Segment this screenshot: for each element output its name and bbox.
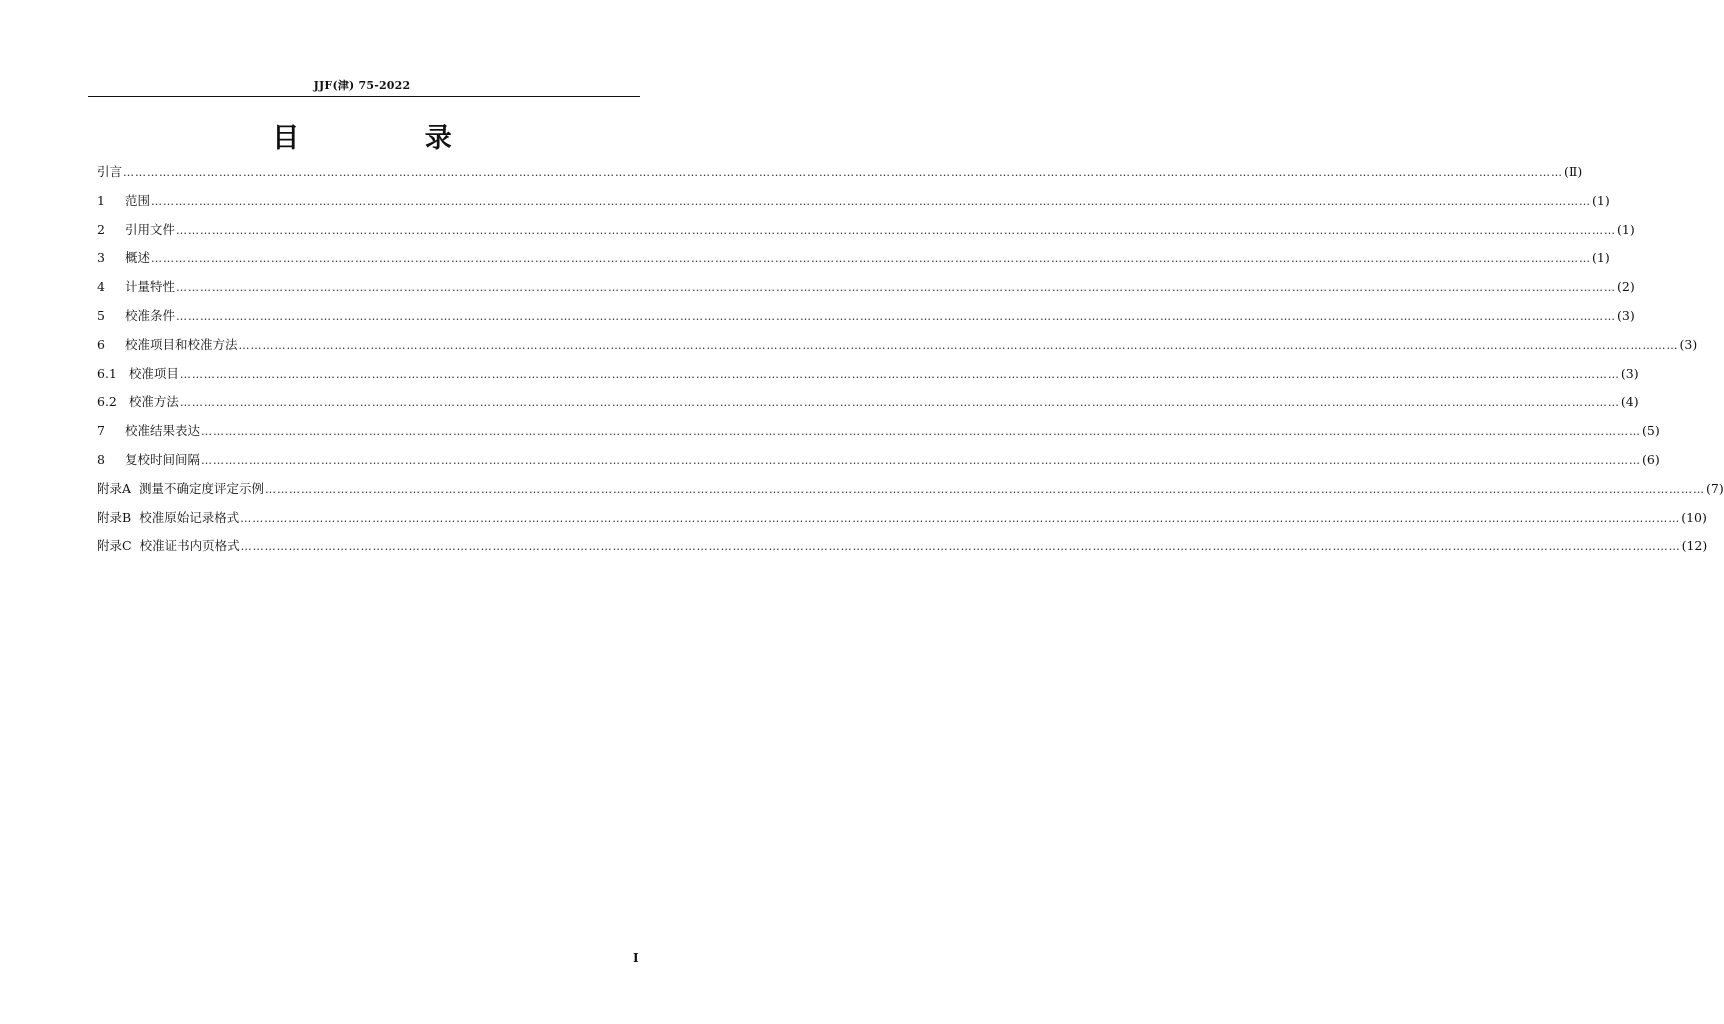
- toc-entry-title: 校准证书内页格式: [139, 538, 240, 554]
- toc-entry-page: (1): [1592, 250, 1610, 266]
- toc-leader-dots: ………………………………………………………………………………………………………………………………………………………………………………………………………………………………………………………………………………………………………………………………: [201, 453, 1642, 467]
- toc-leader-dots: ………………………………………………………………………………………………………………………………………………………………………………………………………………………………………………………………………………………………………………………………: [240, 511, 1681, 525]
- toc-entry[interactable]: [97, 220, 1635, 249]
- toc-entry-title: 引言: [97, 164, 123, 179]
- toc-entry-number: 4: [97, 279, 105, 295]
- toc-entry[interactable]: [97, 277, 1635, 306]
- toc-entry-number: 8: [97, 451, 105, 467]
- toc-entry-page: (2): [1617, 279, 1635, 295]
- toc-leader-dots: ………………………………………………………………………………………………………………………………………………………………………………………………………………………………………………………………………………………………………………………………: [123, 166, 1564, 179]
- toc-entry-title: 范围: [125, 192, 151, 208]
- toc-entry-page: (6): [1642, 451, 1660, 467]
- toc-entry-number: 附录A: [97, 480, 132, 496]
- toc-leader-dots: ………………………………………………………………………………………………………………………………………………………………………………………………………………………………………………………………………………………………………………………………: [265, 482, 1706, 496]
- toc-entry-number: 5: [97, 307, 105, 323]
- toc-entry[interactable]: [97, 421, 1660, 450]
- toc-entry-number: 附录B: [97, 509, 132, 525]
- toc-entry[interactable]: [97, 248, 1610, 277]
- toc-entry-number: 3: [97, 250, 105, 266]
- toc-entry-page: (1): [1592, 192, 1610, 208]
- toc-entry-page: (Ⅱ): [1564, 164, 1583, 179]
- toc-entry[interactable]: [97, 162, 1583, 191]
- toc-entry-page: (5): [1642, 423, 1660, 439]
- toc-entry-number: 附录C: [97, 538, 132, 554]
- toc-entry[interactable]: [97, 191, 1610, 220]
- document-header-code: JJF(津) 75-2022: [313, 79, 411, 92]
- toc-entry-page: (7): [1706, 480, 1724, 496]
- toc-entry-title: 校准原始记录格式: [139, 509, 240, 525]
- toc-entry-number: 6: [97, 336, 105, 352]
- toc-leader-dots: ………………………………………………………………………………………………………………………………………………………………………………………………………………………………………………………………………………………………………………………………: [179, 367, 1620, 381]
- toc-entry[interactable]: [97, 364, 1639, 393]
- toc-entry[interactable]: [97, 450, 1660, 479]
- table-of-contents: [97, 162, 1724, 565]
- toc-entry-title: 复校时间间隔: [125, 451, 201, 467]
- toc-leader-dots: ………………………………………………………………………………………………………………………………………………………………………………………………………………………………………………………………………………………………………………………………: [151, 194, 1592, 208]
- toc-leader-dots: ………………………………………………………………………………………………………………………………………………………………………………………………………………………………………………………………………………………………………………………………: [201, 425, 1642, 439]
- toc-leader-dots: ………………………………………………………………………………………………………………………………………………………………………………………………………………………………………………………………………………………………………………………………: [238, 338, 1679, 352]
- toc-entry[interactable]: [97, 479, 1724, 508]
- toc-leader-dots: ………………………………………………………………………………………………………………………………………………………………………………………………………………………………………………………………………………………………………………………………: [176, 223, 1617, 237]
- toc-entry[interactable]: [97, 536, 1708, 565]
- header-rule: [88, 96, 640, 97]
- toc-leader-dots: ………………………………………………………………………………………………………………………………………………………………………………………………………………………………………………………………………………………………………………………………: [176, 309, 1617, 323]
- toc-entry-page: (12): [1681, 538, 1708, 554]
- toc-title: 目 录: [272, 123, 510, 154]
- toc-entry-page: (10): [1681, 509, 1707, 525]
- toc-entry-number: 2: [97, 221, 105, 237]
- toc-leader-dots: ………………………………………………………………………………………………………………………………………………………………………………………………………………………………………………………………………………………………………………………………: [240, 540, 1681, 554]
- toc-entry-page: (3): [1620, 365, 1639, 381]
- toc-entry-title: 概述: [125, 250, 151, 266]
- toc-leader-dots: ………………………………………………………………………………………………………………………………………………………………………………………………………………………………………………………………………………………………………………………………: [179, 396, 1620, 410]
- toc-entry-number: 7: [97, 423, 105, 439]
- toc-entry-number: 6.2: [97, 394, 117, 410]
- toc-entry-title: 引用文件: [125, 221, 176, 237]
- toc-entry-number: 6.1: [97, 365, 117, 381]
- toc-entry[interactable]: [97, 306, 1635, 335]
- toc-entry-page: (3): [1617, 307, 1635, 323]
- toc-entry[interactable]: [97, 508, 1707, 537]
- page-number: I: [633, 951, 639, 965]
- toc-leader-dots: ………………………………………………………………………………………………………………………………………………………………………………………………………………………………………………………………………………………………………………………………: [151, 252, 1592, 266]
- toc-entry-page: (4): [1620, 394, 1639, 410]
- toc-entry[interactable]: [97, 335, 1698, 364]
- toc-entry-title: 校准方法: [128, 394, 179, 410]
- toc-entry-title: 校准项目和校准方法: [125, 336, 238, 352]
- toc-entry-title: 校准结果表达: [125, 423, 201, 439]
- toc-entry[interactable]: [97, 392, 1639, 421]
- toc-entry-page: (1): [1617, 221, 1635, 237]
- toc-entry-title: 测量不确定度评定示例: [139, 480, 265, 496]
- toc-entry-number: 1: [97, 192, 105, 208]
- toc-entry-title: 校准项目: [128, 365, 179, 381]
- toc-entry-title: 校准条件: [125, 307, 176, 323]
- toc-leader-dots: ………………………………………………………………………………………………………………………………………………………………………………………………………………………………………………………………………………………………………………………………: [176, 281, 1617, 295]
- toc-entry-page: (3): [1679, 336, 1698, 352]
- toc-entry-title: 计量特性: [125, 279, 176, 295]
